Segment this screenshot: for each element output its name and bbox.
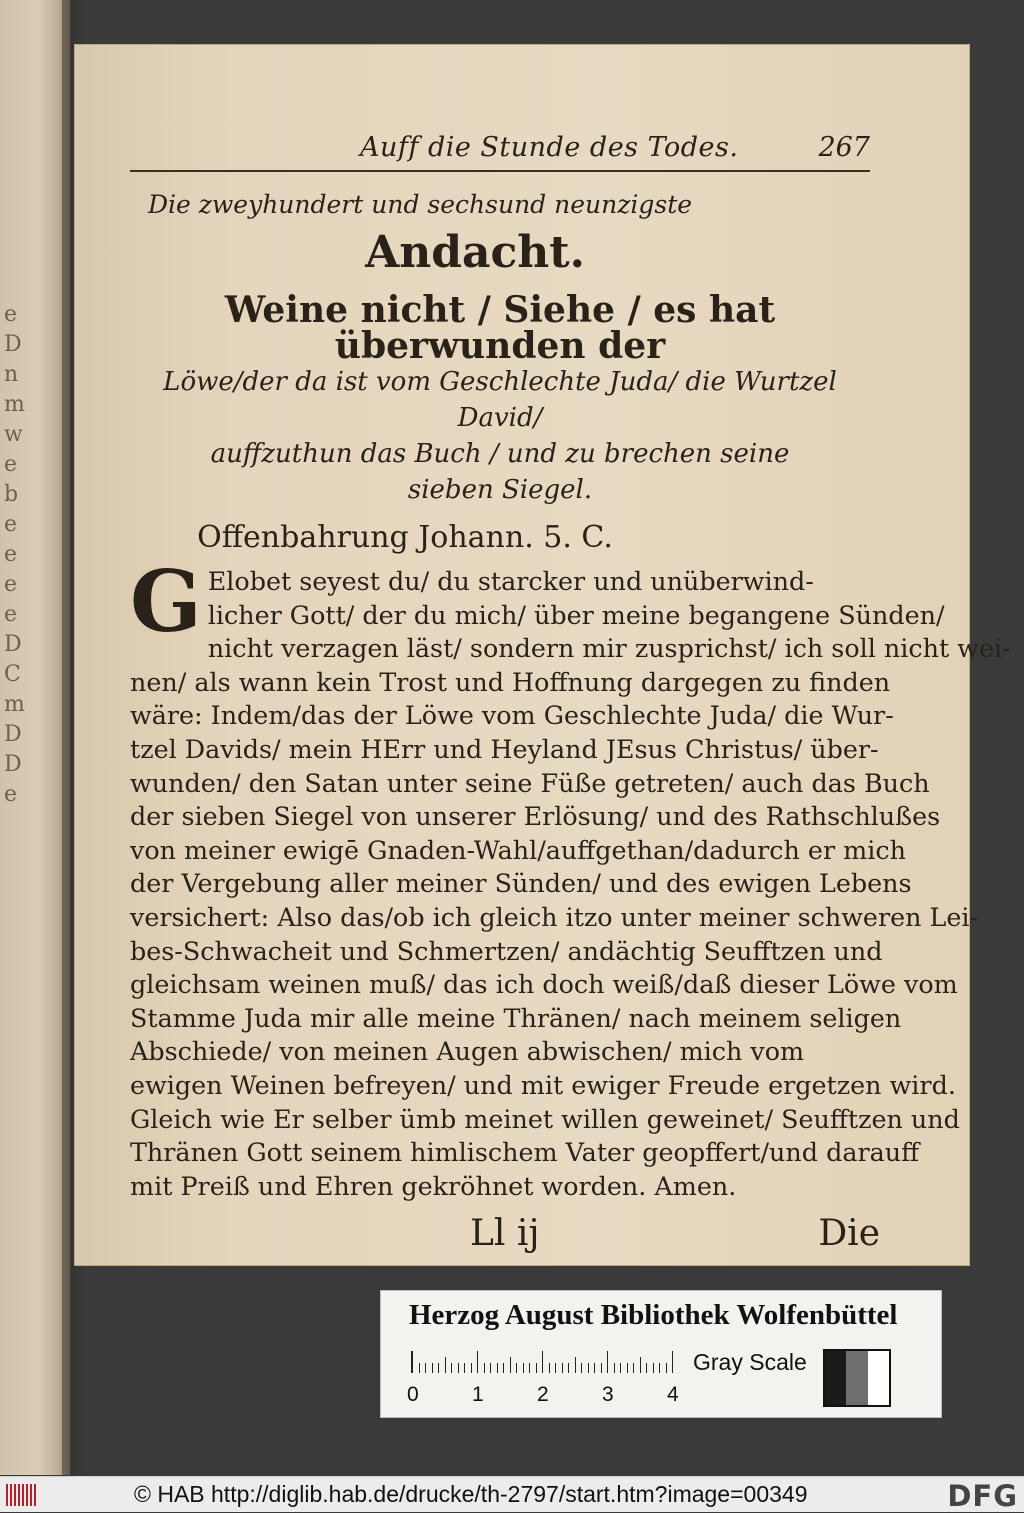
prayer-body-line: wäre: Indem/das der Löwe vom Geschlechte Juda/ die Wur- <box>130 700 894 731</box>
section-heading-small: Die zweyhundert und sechsund neunzigste <box>147 190 693 219</box>
ruler-tick <box>659 1363 660 1373</box>
ruler-tick <box>438 1363 439 1373</box>
ruler-tick <box>640 1357 641 1373</box>
catchword: Die <box>818 1213 880 1255</box>
ruler-tick <box>549 1363 550 1373</box>
ruler-tick <box>451 1363 452 1373</box>
ruler-tick <box>497 1363 498 1373</box>
prayer-body-line: nen/ als wann kein Trost und Hoffnung dargegen zu finden <box>130 666 891 697</box>
ruler-number: 2 <box>537 1383 549 1406</box>
library-color-card <box>380 1290 942 1418</box>
hab-logo-icon <box>6 1484 38 1506</box>
prayer-body-line: licher Gott/ der du mich/ über meine begangene Sünden/ <box>207 599 945 630</box>
ruler-tick <box>523 1363 524 1373</box>
prayer-body-line: mit Preiß und Ehren gekröhnet worden. Amen. <box>130 1170 737 1201</box>
logo-bar <box>22 1484 24 1506</box>
ruler-tick <box>477 1351 478 1373</box>
ruler-tick <box>471 1363 472 1373</box>
ruler-number: 1 <box>472 1383 484 1406</box>
prayer-body-line: bes-Schwacheit und Schmertzen/ andächtig Seufftzen und <box>130 935 883 966</box>
left-page-glyph: m <box>4 392 25 417</box>
bible-verse-line: auffzuthun das Buch / und zu brechen seine <box>210 439 790 469</box>
book-page <box>74 44 1011 1266</box>
left-page-glyph: D <box>4 752 22 777</box>
prayer-body-line: Gleich wie Er selber ümb meinet willen geweinet/ Seufftzen und <box>130 1103 960 1134</box>
left-page-glyph: w <box>4 422 23 447</box>
gray-patch <box>846 1351 867 1405</box>
ruler-tick <box>666 1363 667 1373</box>
left-page-glyph: e <box>4 602 18 627</box>
gray-scale-label: Gray Scale <box>693 1349 807 1375</box>
bible-verse-line: Löwe/der da ist vom Geschlechte Juda/ die Wurtzel David/ <box>163 367 837 433</box>
left-page-glyph: D <box>4 722 22 747</box>
bible-verse <box>130 289 890 508</box>
verse-source: Offenbahrung Johann. 5. C. <box>197 520 613 555</box>
ruler-tick <box>529 1363 530 1373</box>
logo-bar <box>10 1484 12 1506</box>
ruler-tick <box>562 1363 563 1373</box>
ruler-tick <box>542 1351 543 1373</box>
dfg-logo: DFG <box>947 1479 1018 1513</box>
left-page-glyph: e <box>4 782 18 807</box>
left-page-glyph: e <box>4 572 18 597</box>
left-page-glyph: e <box>4 452 18 477</box>
signature-mark: Ll ij <box>470 1213 540 1255</box>
prayer-body-line: der sieben Siegel von unserer Erlösung/ und des Rathschlußes <box>130 801 941 832</box>
running-head <box>130 132 890 176</box>
ruler-tick <box>425 1363 426 1373</box>
copyright-url[interactable]: © HAB http://diglib.hab.de/drucke/th-2797/start.htm?image=00349 <box>134 1481 808 1507</box>
bible-verse-line: sieben Siegel. <box>407 475 593 505</box>
ruler-tick <box>581 1363 582 1373</box>
ruler-tick <box>510 1357 511 1373</box>
prayer-body <box>130 552 1011 1203</box>
ruler-tick <box>594 1363 595 1373</box>
ruler-tick <box>614 1363 615 1373</box>
bible-verse-line: Weine nicht / Siehe / es hat überwunden der <box>224 289 776 367</box>
left-page-glyph: D <box>4 332 22 357</box>
ruler-tick <box>516 1363 517 1373</box>
ruler-tick <box>607 1351 608 1373</box>
ruler-tick <box>412 1351 413 1373</box>
prayer-body-line: tzel Davids/ mein HErr und Heyland JEsus Christus/ über- <box>130 733 879 764</box>
ruler-tick <box>633 1363 634 1373</box>
prayer-body-line: Abschiede/ von meinen Augen abwischen/ mich vom <box>130 1036 805 1067</box>
section-heading-title: Andacht. <box>365 227 585 278</box>
left-page-glyph: e <box>4 542 18 567</box>
logo-bar <box>34 1484 36 1506</box>
ruler-tick <box>555 1363 556 1373</box>
left-page-edge <box>0 0 70 1475</box>
drop-cap: G <box>130 552 202 651</box>
viewer-footer <box>0 1476 1024 1512</box>
ruler-tick <box>445 1357 446 1373</box>
page-number: 267 <box>818 132 870 163</box>
prayer-body-line: nicht verzagen läst/ sondern mir zusprichst/ ich soll nicht wei- <box>207 633 1011 664</box>
prayer-body-line: Stamme Juda mir alle meine Thränen/ nach meinem seligen <box>130 1002 902 1033</box>
running-head-title: Auff die Stunde des Todes. <box>360 132 739 163</box>
ruler-number: 4 <box>667 1383 679 1406</box>
prayer-body-line: versichert: Also das/ob ich gleich itzo unter meiner schweren Lei- <box>130 901 979 932</box>
left-page-glyph: b <box>4 482 19 507</box>
ruler-tick <box>653 1363 654 1373</box>
ruler-tick <box>484 1363 485 1373</box>
left-page-glyph: e <box>4 302 18 327</box>
logo-bar <box>6 1484 8 1506</box>
prayer-body-line: der Vergebung aller meiner Sünden/ und des ewigen Lebens <box>130 868 912 899</box>
logo-bar <box>30 1484 32 1506</box>
scale-ruler <box>411 1351 681 1373</box>
logo-bar <box>14 1484 16 1506</box>
library-name: Herzog August Bibliothek Wolfenbüttel <box>409 1299 898 1331</box>
prayer-body-line: Thränen Gott seinem himlischem Vater geopffert/und darauff <box>130 1137 920 1168</box>
left-page-glyph: C <box>4 662 21 687</box>
ruler-tick <box>536 1363 537 1373</box>
prayer-body-line: Elobet seyest du/ du starcker und unüberwind- <box>207 566 814 596</box>
ruler-tick <box>620 1363 621 1373</box>
ruler-tick <box>672 1351 673 1373</box>
left-page-glyph: m <box>4 692 25 717</box>
left-page-glyph: D <box>4 632 22 657</box>
gray-patch <box>868 1351 889 1405</box>
ruler-tick <box>627 1363 628 1373</box>
prayer-body-line: ewigen Weinen befreyen/ und mit ewiger Freude ergetzen wird. <box>130 1069 956 1100</box>
ruler-tick <box>490 1363 491 1373</box>
running-head-rule <box>130 170 870 172</box>
left-page-glyph: e <box>4 512 18 537</box>
ruler-tick <box>432 1363 433 1373</box>
logo-bar <box>18 1484 20 1506</box>
prayer-body-line: gleichsam weinen muß/ das ich doch weiß/daß dieser Löwe vom <box>130 969 958 1000</box>
ruler-tick <box>588 1363 589 1373</box>
page-footer-line <box>130 1213 890 1265</box>
ruler-tick <box>464 1363 465 1373</box>
left-page-text-fragments <box>4 300 34 810</box>
logo-bar <box>26 1484 28 1506</box>
gray-patch <box>825 1351 846 1405</box>
prayer-body-line: von meiner ewigē Gnaden-Wahl/auffgethan/dadurch er mich <box>130 834 906 865</box>
ruler-tick <box>419 1363 420 1373</box>
ruler-tick <box>503 1363 504 1373</box>
page-text-block <box>130 132 1011 1265</box>
prayer-body-line: wunden/ den Satan unter seine Füße getreten/ auch das Buch <box>130 767 930 798</box>
ruler-tick <box>601 1363 602 1373</box>
ruler-tick <box>458 1363 459 1373</box>
ruler-number: 0 <box>407 1383 419 1406</box>
ruler-number: 3 <box>602 1383 614 1406</box>
ruler-tick <box>568 1363 569 1373</box>
ruler-tick <box>575 1357 576 1373</box>
gray-scale-patches <box>823 1349 891 1407</box>
ruler-tick <box>646 1363 647 1373</box>
left-page-glyph: n <box>4 362 19 387</box>
